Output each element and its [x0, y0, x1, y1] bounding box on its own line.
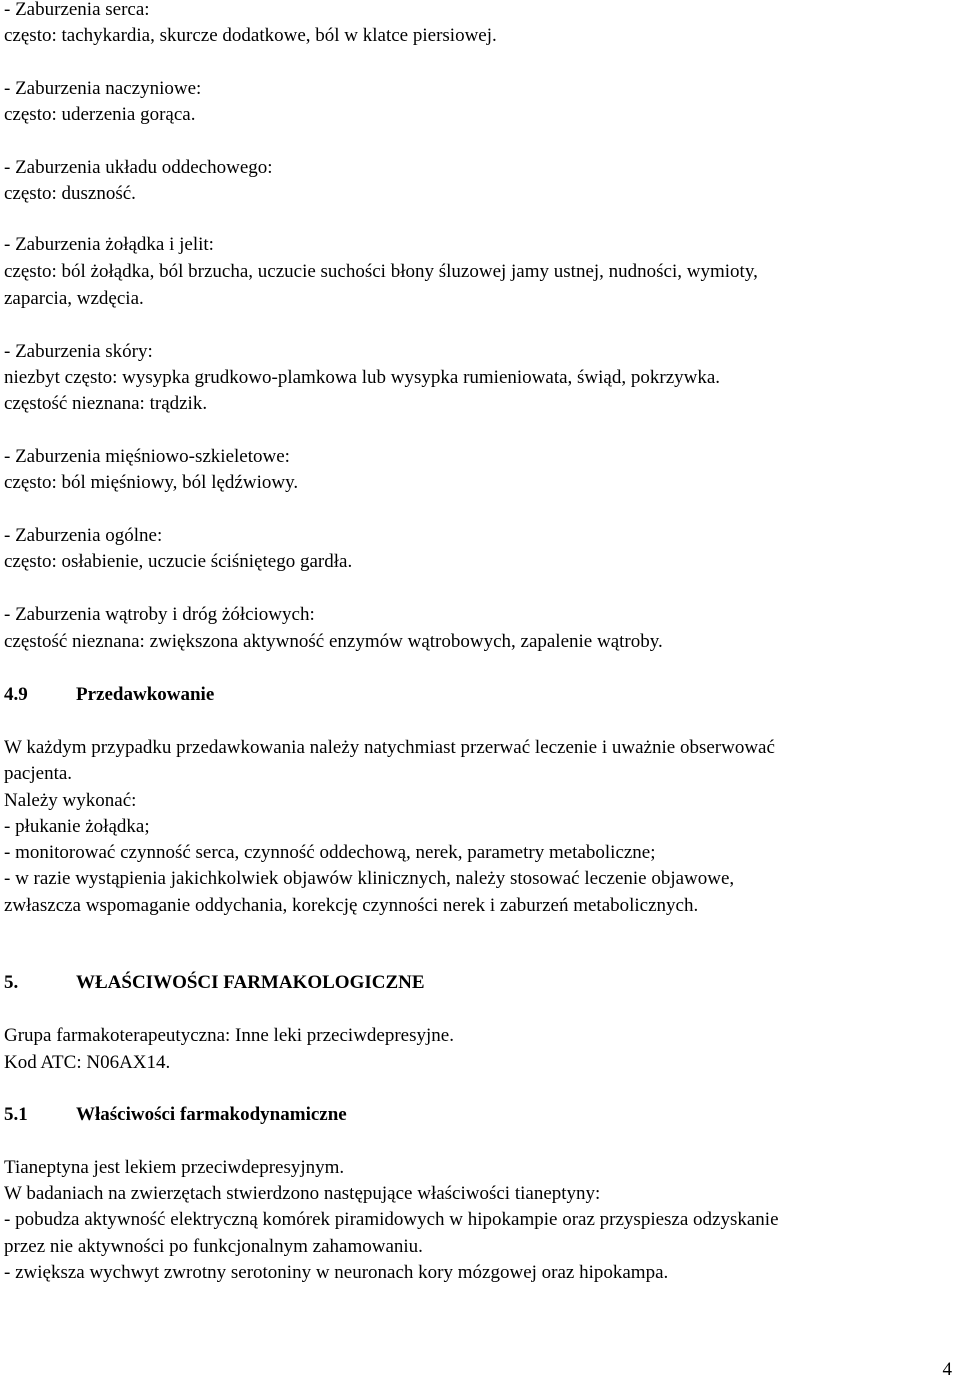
adverse-effect-line: często: uderzenia gorąca. [4, 104, 196, 125]
adverse-effect-line: często: tachykardia, skurcze dodatkowe, ból w klatce piersiowej. [4, 25, 497, 46]
paragraph-line: - pobudza aktywność elektryczną komórek piramidowych w hipokampie oraz przyspiesza odzyskanie [4, 1209, 779, 1230]
paragraph-line: zwłaszcza wspomaganie oddychania, korekcję czynności nerek i zaburzeń metabolicznych. [4, 895, 699, 916]
adverse-effect-line: często: osłabienie, uczucie ściśniętego gardła. [4, 551, 353, 572]
adverse-effect-line: często: duszność. [4, 183, 136, 204]
paragraph-line: przez nie aktywności po funkcjonalnym zahamowaniu. [4, 1236, 423, 1257]
paragraph-line: pacjenta. [4, 763, 73, 784]
adverse-effect-heading: - Zaburzenia żołądka i jelit: [4, 234, 214, 255]
section-title: Przedawkowanie [76, 684, 215, 705]
paragraph-line: Grupa farmakoterapeutyczna: Inne leki przeciwdepresyjne. [4, 1025, 454, 1046]
paragraph-line: W każdym przypadku przedawkowania należy natychmiast przerwać leczenie i uważnie obserwować [4, 737, 775, 758]
adverse-effect-line: częstość nieznana: zwiększona aktywność enzymów wątrobowych, zapalenie wątroby. [4, 631, 663, 652]
adverse-effect-line: zaparcia, wzdęcia. [4, 288, 144, 309]
paragraph-line: Należy wykonać: [4, 790, 137, 811]
adverse-effect-heading: - Zaburzenia mięśniowo-szkieletowe: [4, 446, 290, 467]
paragraph-line: W badaniach na zwierzętach stwierdzono następujące właściwości tianeptyny: [4, 1183, 601, 1204]
adverse-effect-heading: - Zaburzenia układu oddechowego: [4, 157, 273, 178]
page-number: 4 [942, 1359, 952, 1380]
adverse-effect-line: często: ból mięśniowy, ból lędźwiowy. [4, 472, 299, 493]
adverse-effect-line: niezbyt często: wysypka grudkowo-plamkowa lub wysypka rumieniowata, świąd, pokrzywka. [4, 367, 721, 388]
adverse-effect-line: częstość nieznana: trądzik. [4, 393, 208, 414]
adverse-effect-heading: - Zaburzenia serca: [4, 0, 150, 20]
section-number: 5. [4, 972, 19, 993]
adverse-effect-heading: - Zaburzenia skóry: [4, 341, 153, 362]
section-title: Właściwości farmakodynamiczne [76, 1104, 347, 1125]
paragraph-line: - zwiększa wychwyt zwrotny serotoniny w neuronach kory mózgowej oraz hipokampa. [4, 1262, 669, 1283]
section-title: WŁAŚCIWOŚCI FARMAKOLOGICZNE [76, 972, 425, 993]
paragraph-line: Tianeptyna jest lekiem przeciwdepresyjnym. [4, 1157, 345, 1178]
adverse-effect-heading: - Zaburzenia ogólne: [4, 525, 163, 546]
paragraph-line: - w razie wystąpienia jakichkolwiek objawów klinicznych, należy stosować leczenie objawowe, [4, 868, 735, 889]
section-number: 4.9 [4, 684, 28, 705]
paragraph-line: Kod ATC: N06AX14. [4, 1052, 171, 1073]
adverse-effect-line: często: ból żołądka, ból brzucha, uczucie suchości błony śluzowej jamy ustnej, nudności, wymioty, [4, 261, 758, 282]
adverse-effect-heading: - Zaburzenia wątroby i dróg żółciowych: [4, 604, 315, 625]
paragraph-line: - płukanie żołądka; [4, 816, 150, 837]
adverse-effect-heading: - Zaburzenia naczyniowe: [4, 78, 202, 99]
paragraph-line: - monitorować czynność serca, czynność oddechową, nerek, parametry metaboliczne; [4, 842, 656, 863]
section-number: 5.1 [4, 1104, 28, 1125]
